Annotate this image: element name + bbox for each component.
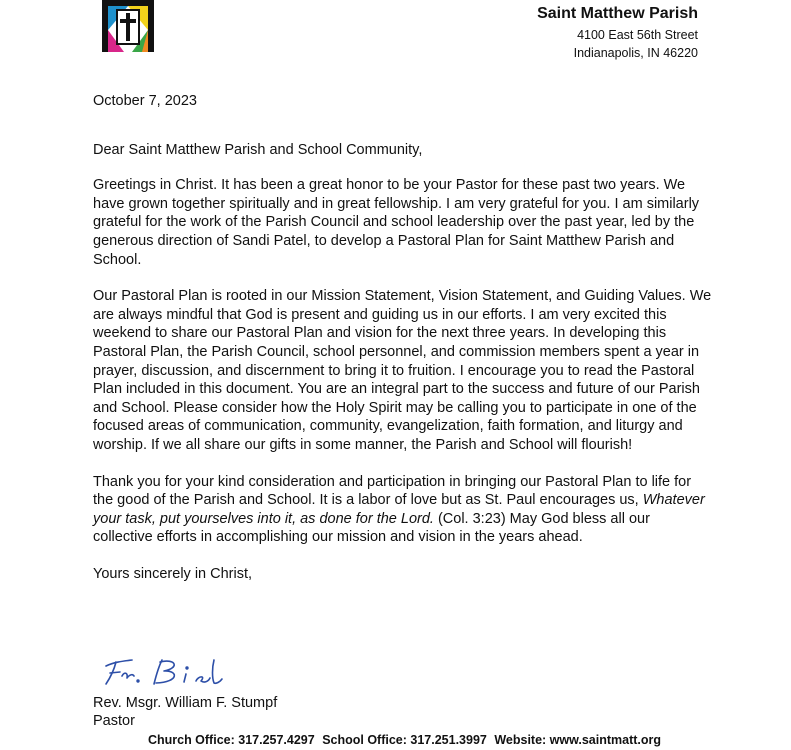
salutation: Dear Saint Matthew Parish and School Community, [93, 141, 423, 158]
parish-logo [98, 0, 158, 52]
paragraph-thanks-start: Thank you for your kind consideration and participation in bringing our Pastoral Plan to life for the good of the Parish and School. It is a labor of love but as St. Paul encourages us, [93, 473, 692, 509]
parish-name: Saint Matthew Parish [537, 5, 698, 22]
paragraph-thanks-end: (Col. 3:23) May God bless all our collective efforts in accomplishing our mission and vision in the years ahead. [93, 510, 650, 546]
paragraph-thanks [93, 473, 713, 547]
paragraph-greeting: Greetings in Christ. It has been a great honor to be your Pastor for these past two years. We have grown together spiritually and in great fellowship. I am very grateful for you. I am similarly grateful for the work of the Parish Council and school leadership over the past year, led by the generous direction of Sandi Patel, to develop a Pastoral Plan for Saint Matthew Parish and School. [93, 177, 700, 268]
city-state-zip: Indianapolis, IN 46220 [573, 46, 698, 60]
closing: Yours sincerely in Christ, [93, 565, 253, 582]
church-office-phone: Church Office: 317.257.4297 [147, 733, 315, 747]
signer-block [93, 694, 277, 730]
signature [100, 654, 225, 688]
school-office-phone: School Office: 317.251.3997 [322, 733, 487, 747]
signer-title: Pastor [93, 713, 135, 729]
footer-contact [0, 733, 791, 747]
street-address: 4100 East 56th Street [577, 28, 698, 42]
letter-body [93, 92, 713, 583]
signer-name: Rev. Msgr. William F. Stumpf [93, 695, 278, 711]
letterhead [537, 4, 698, 62]
letter-date: October 7, 2023 [93, 93, 197, 109]
scripture-quote: Whatever your task, put yourselves into it, as done for the Lord. [93, 492, 705, 527]
website-link[interactable]: Website: www.saintmatt.org [494, 733, 662, 747]
paragraph-pastoral-plan: Our Pastoral Plan is rooted in our Mission Statement, Vision Statement, and Guiding Values. We are always mindful that God is present and guiding us in our efforts. I am very excited this weekend to share our Pastoral Plan and vision for the next three years. In developing this Pastoral Plan, the Parish Council, school personnel, and commission members spent a year in prayer, discussion, and discernment to bring it to fruition. I encourage you to read the Pastoral Plan included in this document. You are an integral part to the success and future of our Parish and School. Please consider how the Holy Spirit may be calling you to participate in one of the focused areas of communication, community, evangelization, faith formation, and liturgy and worship. If we all share our gifts in some manner, the Parish and School will flourish! [93, 288, 712, 453]
